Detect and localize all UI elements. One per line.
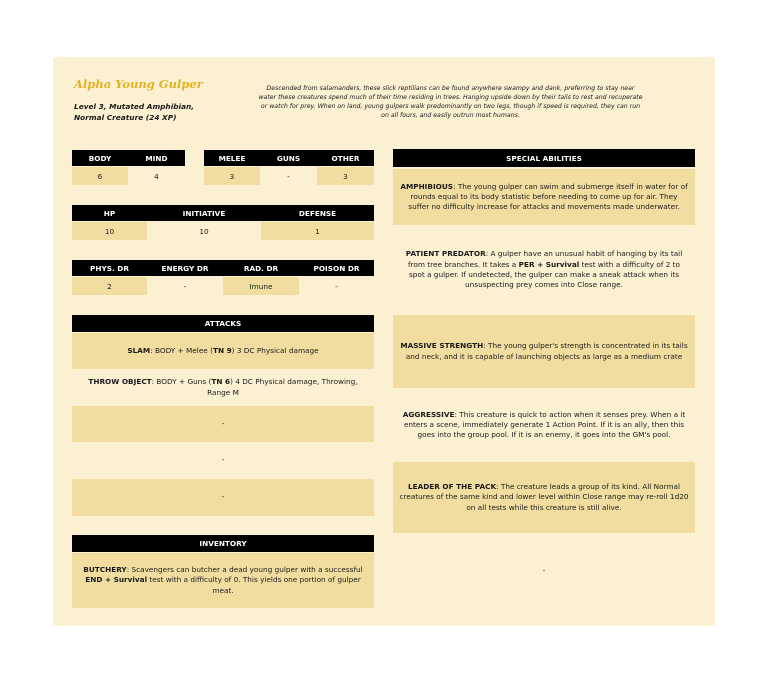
attr-body-value: 6 — [72, 167, 128, 185]
vital-header-hp: HP — [103, 208, 116, 218]
dr-energy-value: - — [183, 281, 187, 291]
vital-defense-value: 1 — [261, 222, 374, 240]
creature-card — [53, 57, 715, 626]
dr-header-phys: PHYS. DR — [90, 263, 129, 273]
dr-phys-value: 2 — [72, 277, 147, 295]
creature-name: Alpha Young Gulper — [74, 77, 203, 91]
aggressive-name: AGGRESSIVE — [402, 409, 455, 419]
aggressive-text: : This creature is quick to action when it senses prey. When a it enters a scene, immediately generate 1 Action Point. If it is an ally, then this goes into the group pool. If it is an enemy, it goes into the GM's pool. — [403, 409, 686, 440]
butchery-pre: : Scavengers can butcher a dead young gulper with a successful — [126, 565, 363, 575]
skill-header-guns: GUNS — [276, 153, 301, 163]
dr-header-poison: POISON DR — [313, 263, 360, 273]
attack-throw-tn: TN 6 — [211, 377, 231, 387]
attack-throw-post: ) 4 DC Physical damage, Throwing, Range M — [207, 377, 358, 397]
ability-aggressive — [393, 390, 695, 460]
level-line: Level 3, Mutated Amphibian, — [74, 102, 195, 111]
leader-name: LEADER OF THE PACK — [407, 482, 497, 492]
attr-header-mind: MIND — [145, 153, 168, 163]
attack-throw-name: THROW OBJECT — [88, 377, 152, 387]
special-abilities-header — [393, 149, 695, 167]
dr-rad-value: Imune — [223, 277, 299, 295]
butchery-post: test with a difficulty of 0. This yields one portion of gulper meat. — [147, 575, 361, 595]
attributes-header — [72, 150, 185, 166]
creature-subtitle — [74, 101, 194, 123]
massive-name: MASSIVE STRENGTH — [400, 341, 484, 351]
ability-empty: - — [542, 566, 546, 576]
patient-pre: : A gulper have an unusual habit of hanging by its tail from tree branches. It takes a — [407, 249, 683, 269]
vital-hp-value: 10 — [72, 222, 147, 240]
vitals-values — [72, 222, 374, 240]
patient-post: test with a difficulty of 2 to spot a gulper. If undetected, the gulper can make a sneak attack when its unsuspecting prey comes into Close range. — [408, 259, 681, 290]
creature-description: Descended from salamanders, these slick reptilians can be found anywhere swampy and dank, preferring to stay near water these creatures spend much of their time residing in trees. Hanging upside down by their tails to rest and recuperate or watch for prey. When on land, young gulpers walk predominantly on two legs, though if speed is required, they can run on all fours, and easily outrun most humans. — [258, 85, 643, 119]
skill-header-other: OTHER — [331, 153, 360, 163]
ability-amphibious — [393, 169, 695, 225]
ability-leader-of-the-pack — [393, 462, 695, 533]
attributes-values — [72, 167, 185, 185]
vitals-header — [72, 205, 374, 221]
attack-empty-3: - — [72, 479, 374, 516]
attack-throw-object — [72, 369, 374, 406]
skills-values — [204, 167, 374, 185]
vital-header-initiative: INITIATIVE — [182, 208, 226, 218]
butchery-name: BUTCHERY — [83, 565, 127, 575]
attr-mind-value: 4 — [154, 171, 159, 181]
vital-header-defense: DEFENSE — [298, 208, 337, 218]
skill-guns-value: - — [287, 171, 290, 181]
attack-slam — [72, 333, 374, 369]
attack-empty-2: - — [221, 455, 225, 465]
attack-slam-name: SLAM — [127, 345, 151, 355]
leader-text: : The creature leads a group of its kind. All Normal creatures of the same kind and lower level within Close range may re-roll 1d20 on all tests while this creature is still alive. — [399, 482, 689, 512]
amphibious-name: AMPHIBIOUS — [400, 181, 454, 191]
attack-slam-tn: TN 9 — [212, 345, 232, 355]
dr-header-energy: ENERGY DR — [161, 263, 209, 273]
skills-header — [204, 150, 374, 166]
special-header-label: SPECIAL ABILITIES — [506, 153, 582, 163]
resistances-values — [72, 277, 374, 295]
attack-throw-pre: : BODY + Guns ( — [151, 377, 212, 387]
skill-header-melee: MELEE — [218, 153, 246, 163]
attacks-header-label: ATTACKS — [204, 319, 242, 328]
amphibious-text: : The young gulper can swim and submerge itself in water for of rounds equal to its body statistic before needing to come up for air. They suffer no difficulty increase for attacks and movements made underwater. — [408, 181, 688, 212]
attack-empty-1: - — [72, 406, 374, 442]
dr-header-rad: RAD. DR — [243, 263, 279, 273]
inventory-header-label: INVENTORY — [199, 539, 247, 548]
dr-poison-value: - — [335, 281, 338, 291]
attacks-header — [72, 315, 374, 332]
patient-test: PER + Survival — [518, 259, 580, 269]
skill-melee-value: 3 — [204, 167, 260, 185]
vital-initiative-value: 10 — [199, 226, 209, 236]
ability-patient-predator — [393, 242, 695, 298]
massive-text: : The young gulper's strength is concentrated in its tails and neck, and it is capable of launching objects as large as a medium crate — [405, 341, 688, 361]
type-line: Normal Creature (24 XP) — [74, 113, 177, 122]
resistances-header — [72, 260, 374, 276]
attr-header-body: BODY — [88, 153, 112, 163]
inventory-butchery — [72, 553, 374, 608]
skill-other-value: 3 — [317, 167, 374, 185]
butchery-test: END + Survival — [85, 575, 148, 585]
attack-slam-post: ) 3 DC Physical damage — [231, 345, 319, 355]
patient-name: PATIENT PREDATOR — [405, 249, 486, 259]
inventory-header — [72, 535, 374, 552]
ability-massive-strength — [393, 315, 695, 388]
attack-slam-pre: : BODY + Melee ( — [150, 345, 213, 355]
